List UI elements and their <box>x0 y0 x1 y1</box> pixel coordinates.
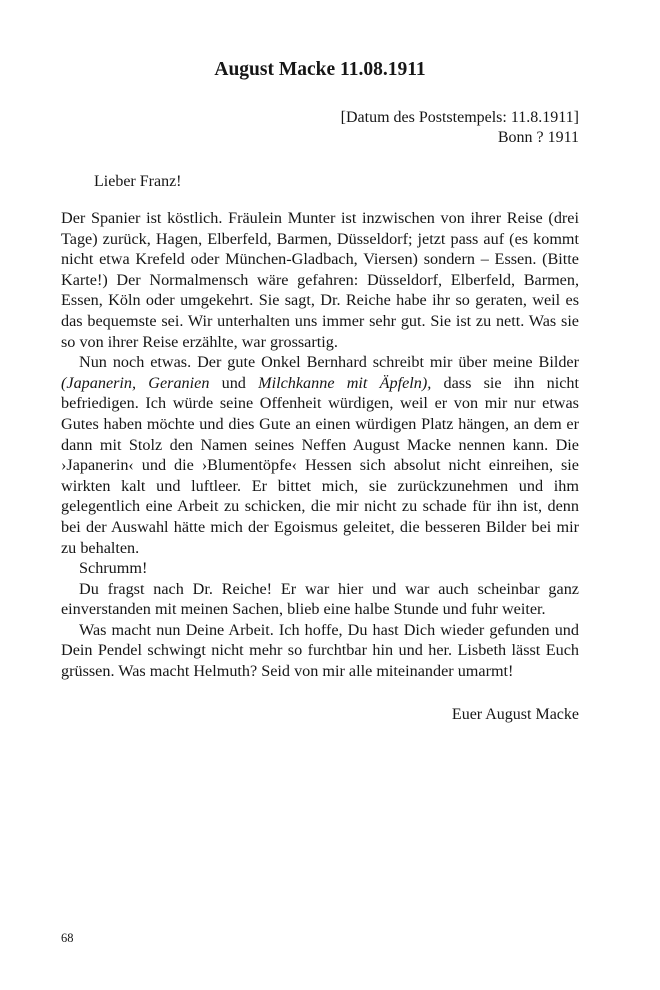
signature: Euer August Macke <box>451 706 579 723</box>
page-number: 68 <box>61 931 74 945</box>
postmark-note: [Datum des Poststempels: 11.8.1911] <box>340 109 579 126</box>
painting-titles-2: Milchkanne mit Äpfeln), <box>258 373 432 392</box>
paragraph-2-text-c: und <box>209 373 259 392</box>
place-date: Bonn ? 1911 <box>497 129 579 146</box>
letter-header <box>61 108 579 148</box>
letter-title: August Macke 11.08.1911 <box>214 59 426 80</box>
paragraph-2-text-a: Nun noch etwas. Der gute Onkel Bernhard schreibt mir über meine Bilder <box>79 353 579 372</box>
paragraph-1: Der Spanier ist köstlich. Fräulein Munter ist inzwischen von ihrer Reise (drei Tage) zurück, Hagen, Elberfeld, Barmen, Düsseldorf; jetzt pass auf (es kommt nicht etwa Krefeld oder München-Gladbach, Viersen) sondern – Essen. (Bitte Karte!) Der Normalmensch wäre gefahren: Düsseldorf, Elberfeld, Barmen, Essen, Köln oder umgekehrt. Sie sagt, Dr. Reiche habe ihr so geraten, weil es das bequemste sei. Wir unterhalten uns immer sehr gut. Sie ist zu nett. Was sie so von ihrer Reise erzählte, war grossartig. <box>61 209 579 351</box>
paragraph-3: Schrumm! <box>79 559 148 578</box>
letter-body <box>61 208 579 682</box>
book-page <box>61 0 579 990</box>
salutation: Lieber Franz! <box>94 173 182 190</box>
painting-titles-1: (Japanerin, Geranien <box>61 373 210 392</box>
paragraph-2 <box>61 352 579 558</box>
paragraph-5: Was macht nun Deine Arbeit. Ich hoffe, Du hast Dich wieder gefunden und Dein Pendel schwingt nicht mehr so furchtbar hin und her. Lisbeth lässt Euch grüssen. Was macht Helmuth? Seid von mir alle miteinander umarmt! <box>61 620 579 681</box>
paragraph-4: Du fragst nach Dr. Reiche! Er war hier und war auch scheinbar ganz einverstanden mit meinen Sachen, blieb eine halbe Stunde und fuhr weiter. <box>61 579 579 619</box>
paragraph-2-text-e: dass sie ihn nicht befriedigen. Ich würde seine Offenheit würdigen, weil er von mir nur etwas Gutes haben möchte und dies Gute an einen würdigen Platz hängen, an dem er dann mit Stolz den Namen seines Neffen August Macke nennen kann. Die ›Japanerin‹ und die ›Blumentöpfe‹ Hessen sich absolut nicht einreihen, sie wirkten kalt und luftleer. Er bittet mich, sie zurückzunehmen und ihm gelegentlich eine Arbeit zu schicken, die mir nicht zu schade für ihn ist, denn bei der Auswahl hätte mich der Egoismus geleitet, die besseren Bilder bei mir zu behalten. <box>61 373 579 557</box>
